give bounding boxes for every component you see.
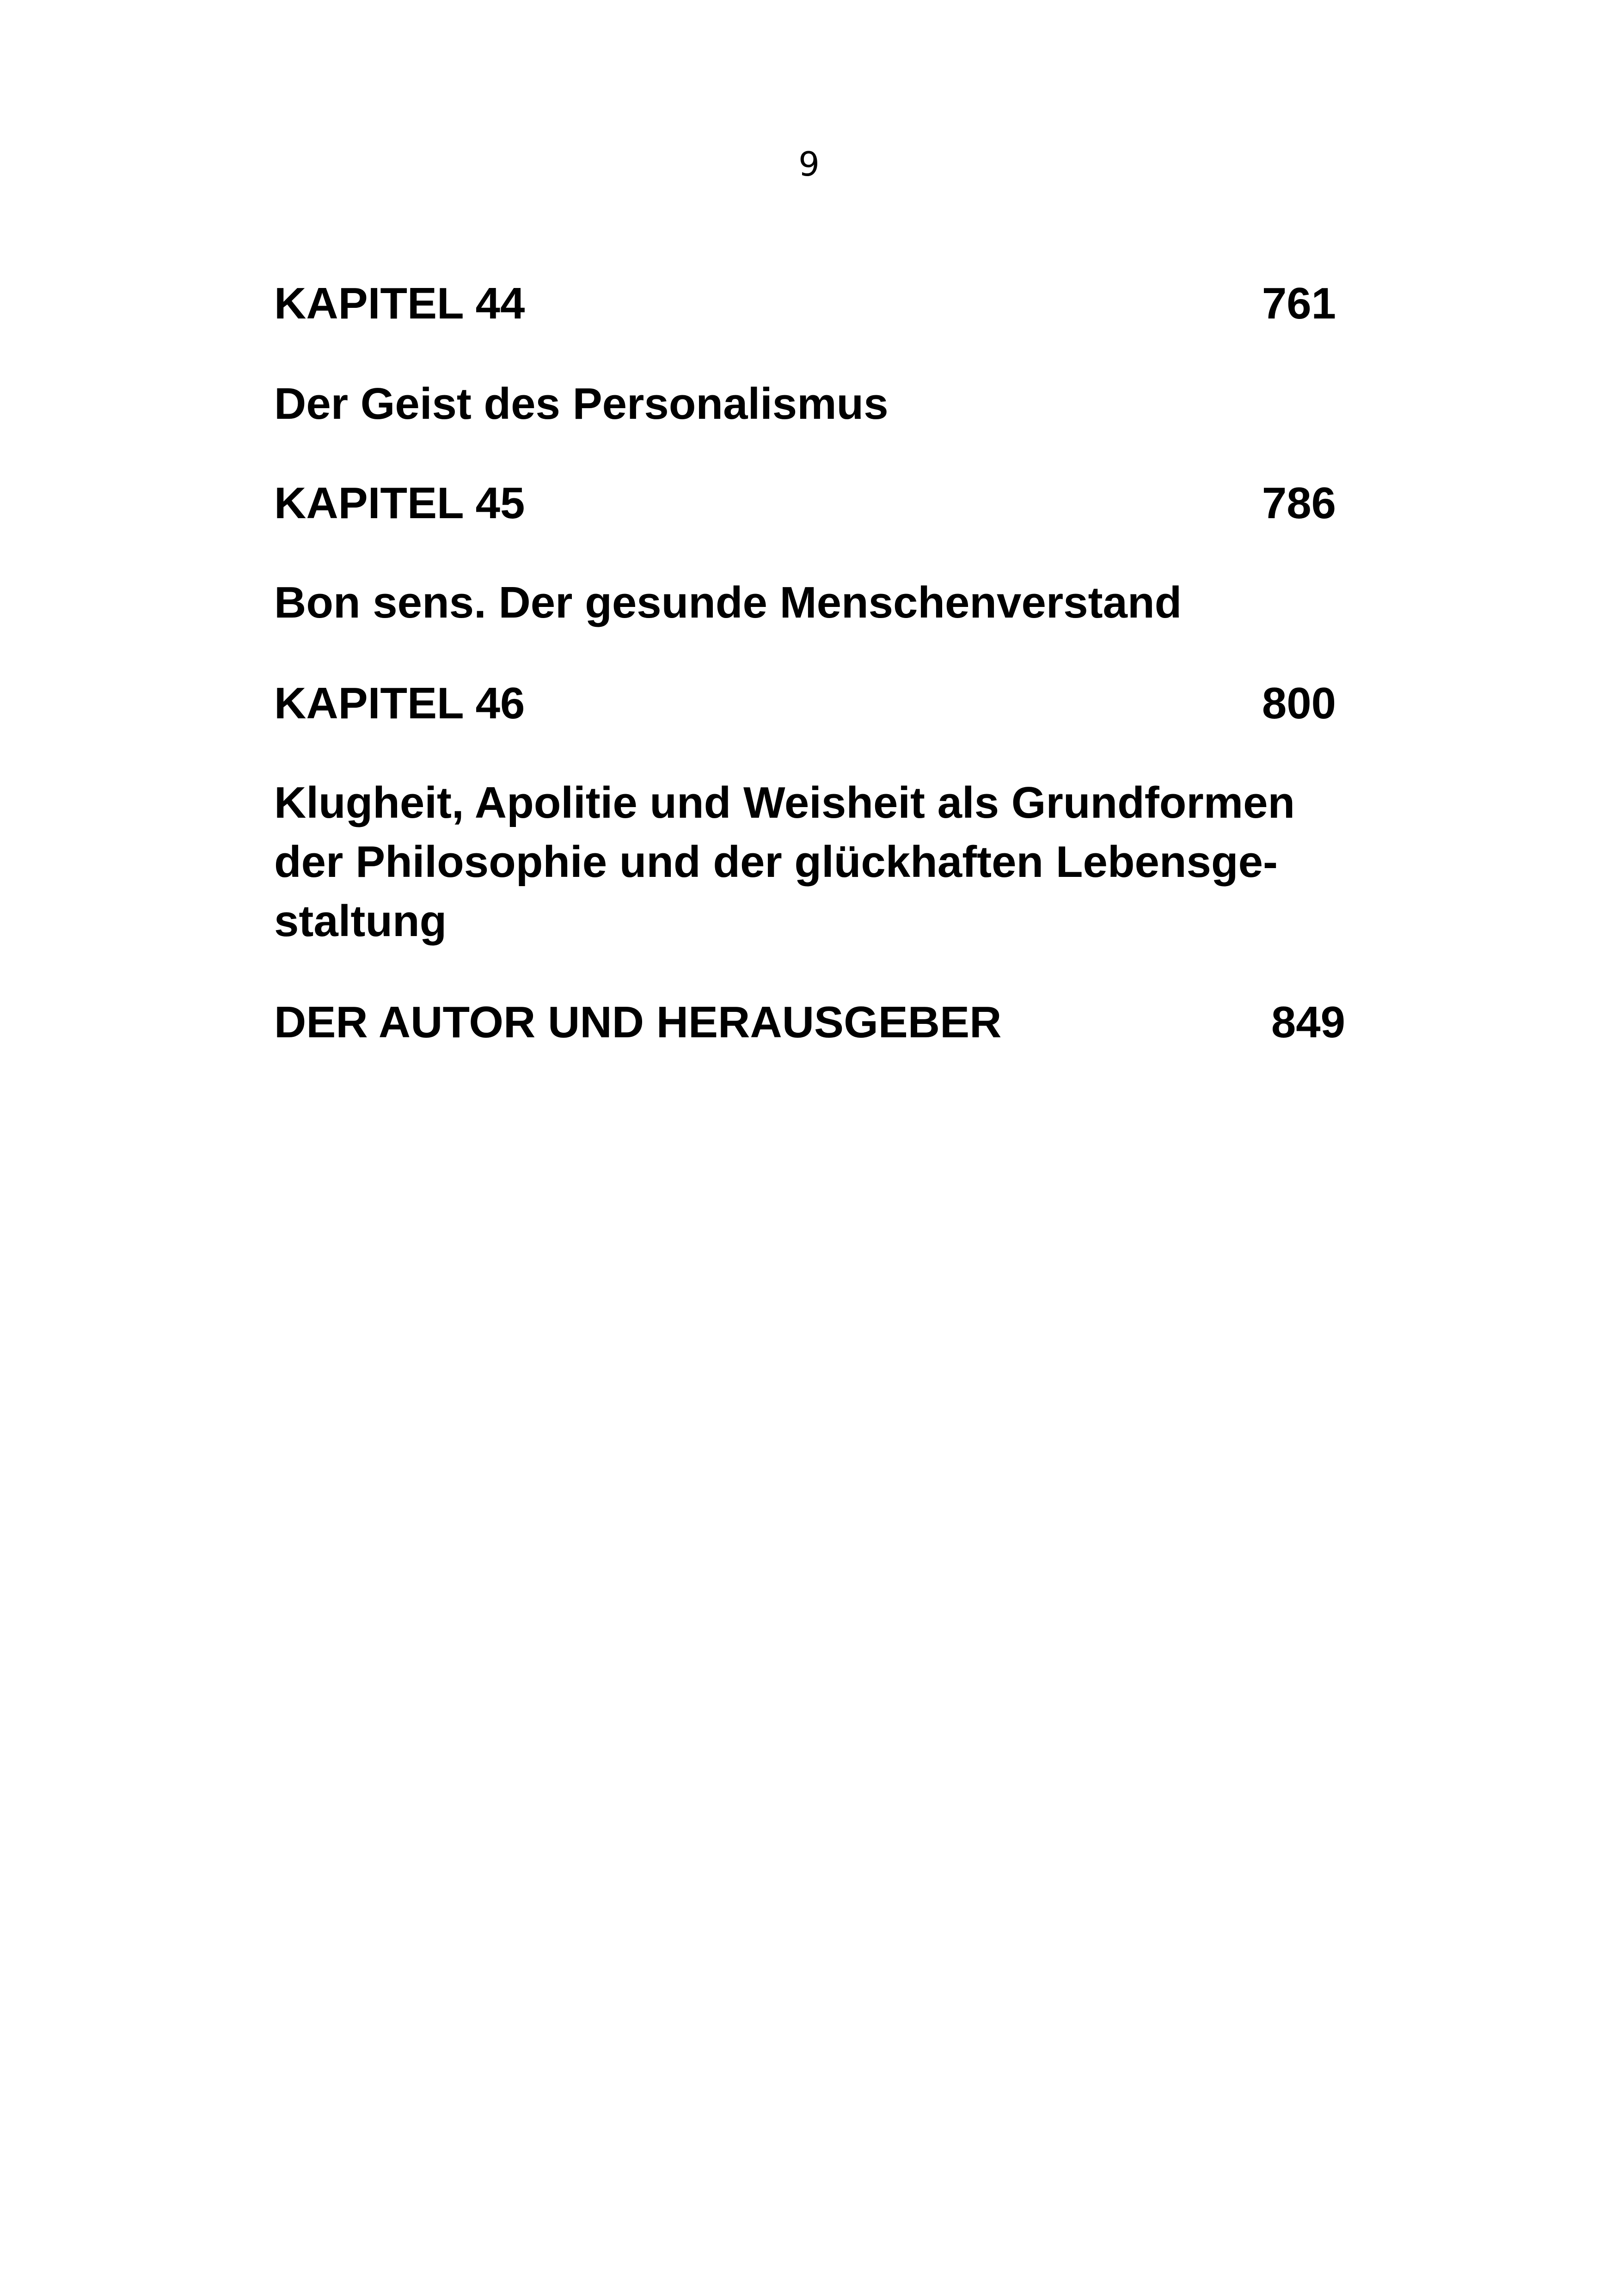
author-label: DER AUTOR UND HERAUSGEBER	[274, 998, 1002, 1047]
chapter-45-title: Bon sens. Der gesunde Menschenverstand	[274, 578, 1182, 627]
chapter-46-title-line-1: Klugheit, Apolitie und Weisheit als Grundformen	[274, 778, 1295, 827]
chapter-44-page: 761	[1262, 279, 1336, 328]
author-page: 849	[1271, 998, 1345, 1047]
chapter-45-page: 786	[1262, 478, 1336, 528]
chapter-46-title-line-2: der Philosophie und der glückhaften Lebensge-	[274, 837, 1278, 887]
page-number: 9	[798, 145, 820, 184]
chapter-44-label: KAPITEL 44	[274, 279, 525, 328]
chapter-46-title-line-3: staltung	[274, 896, 447, 946]
chapter-46-label: KAPITEL 46	[274, 679, 525, 728]
chapter-44-title: Der Geist des Personalismus	[274, 379, 889, 429]
chapter-45-label: KAPITEL 45	[274, 478, 525, 528]
chapter-46-page: 800	[1262, 679, 1336, 728]
